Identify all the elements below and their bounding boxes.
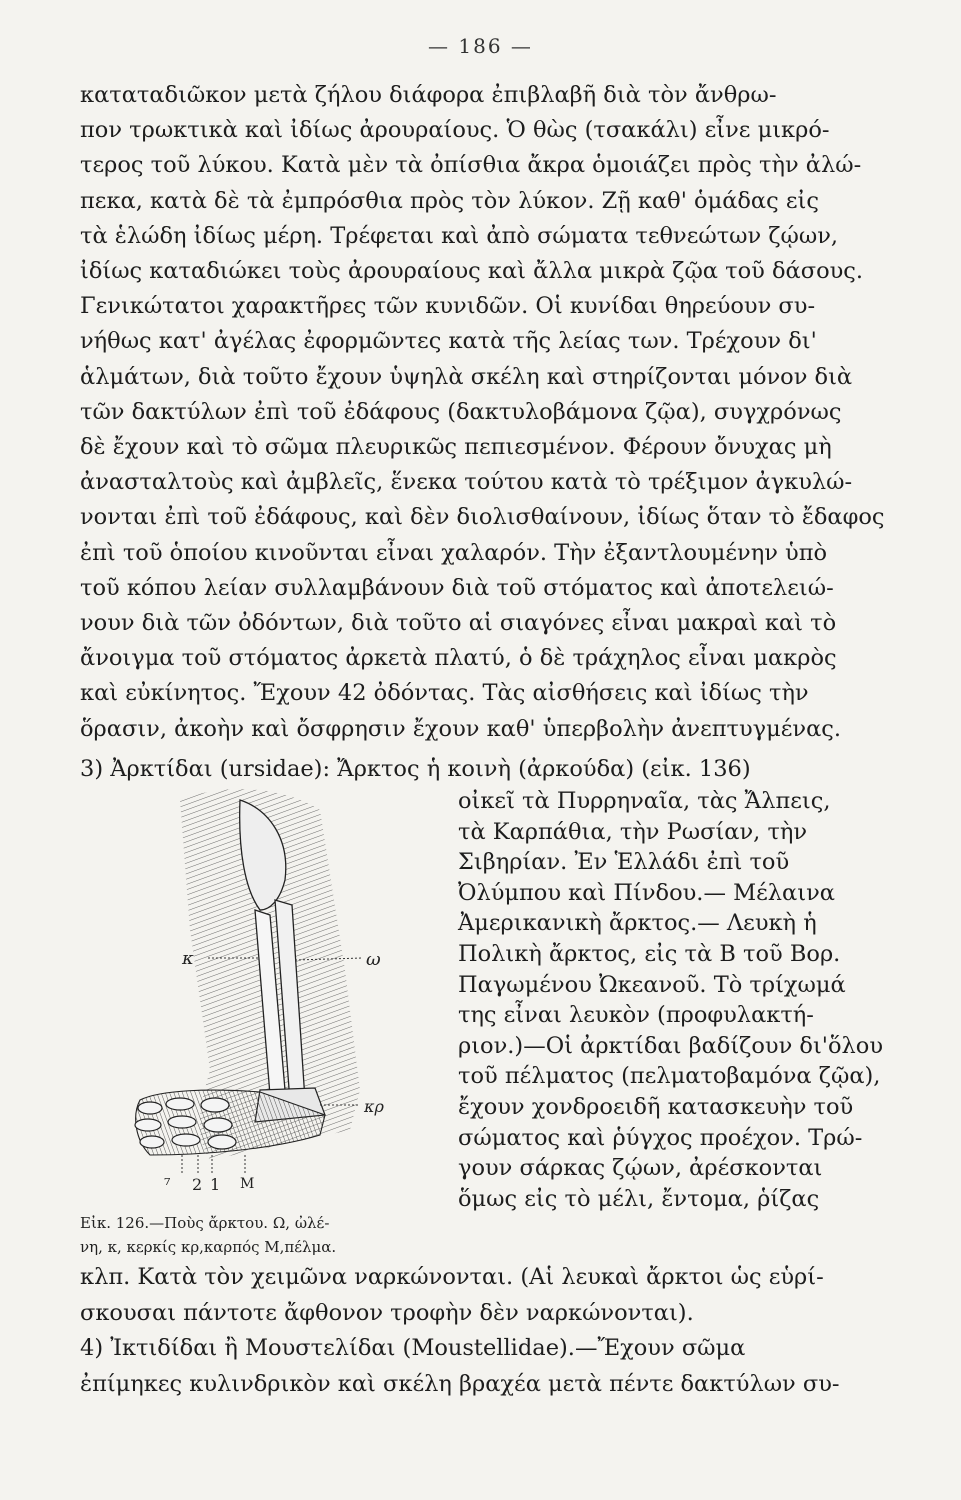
figure-caption-line-2: νη, κ, κερκίς κρ,καρπός Μ,πέλμα. [80,1238,337,1256]
label-kr: κρ [364,1097,384,1116]
text-line-11: δὲ ἔχουν καὶ τὸ σῶμα πλευρικῶς πεπιεσμένον. Φέρουν ὄνυχας μὴ [80,434,832,460]
bear-foot-illustration [120,770,450,1200]
bottom-text-line-4: ἐπίμηκες κυλινδρικὸν καὶ σκέλη βραχέα μετὰ πέντε δακτύλων συ- [80,1370,840,1397]
text-line-4: πεκα, κατὰ δὲ τὰ ἐμπρόσθια πρὸς τὸν λύκον. Ζῇ καθ' ὁμάδας εἰς [80,187,819,214]
figure-caption-line-1: Εἰκ. 126.—Ποὺς ἄρκτου. Ω, ὠλέ- [80,1214,330,1232]
text-line-16: νουν διὰ τῶν ὀδόντων, διὰ τοῦτο αἱ σιαγόνες εἶναι μακραὶ καὶ τὸ [80,610,837,636]
right-text-line-5: Ἀμερικανικὴ ἄρκτος.— Λευκὴ ἡ [458,910,817,937]
text-line-2: πον τρωκτικὰ καὶ ἰδίως ἀρουραίους. Ὁ θὼς (τσακάλι) εἶνε μικρό- [80,117,830,144]
right-text-line-2: τὰ Καρπάθια, τὴν Ρωσίαν, τὴν [458,818,808,845]
right-text-line-6: Πολικὴ ἄρκτος, εἰς τὰ Β τοῦ Βορ. [458,941,841,967]
label-o: ω [366,949,381,970]
text-line-1: καταταδιῶκον μετὰ ζήλου διάφορα ἐπιβλαβῆ διὰ τὸν ἄνθρω- [80,82,777,108]
text-line-5: τὰ ἑλώδη ἰδίως μέρη. Τρέφεται καὶ ἀπὸ σώματα τεθνεώτων ζῴων, [80,222,839,249]
text-line-3: τερος τοῦ λύκου. Κατὰ μὲν τὰ ὀπίσθια ἄκρα ὁμοιάζει πρὸς τὴν ἀλώ- [80,152,862,179]
text-line-13: νονται ἐπὶ τοῦ ἐδάφους, καὶ δὲν διολισθαίνουν, ἰδίως ὅταν τὸ ἔδαφος [80,504,885,531]
page-number: — 186 — [428,34,533,58]
label-1: 1 [210,1175,221,1194]
text-line-18: καὶ εὐκίνητος. Ἔχουν 42 ὀδόντας. Τὰς αἰσθήσεις καὶ ἰδίως τὴν [80,680,809,707]
section-3-heading: 3) Ἀρκτίδαι (ursidae): Ἄρκτος ἡ κοινὴ (ἀρκούδα) (εἰκ. 136) [80,756,751,782]
text-line-10: τῶν δακτύλων ἐπὶ τοῦ ἐδάφους (δακτυλοβάμονα ζῷα), συγχρόνως [80,398,842,425]
right-text-line-10: τοῦ πέλματος (πελματοβαμόνα ζῷα), [458,1063,881,1090]
text-line-7: Γενικώτατοι χαρακτῆρες τῶν κυνιδῶν. Οἱ κυνίδαι θηρεύουν συ- [80,293,816,320]
label-2: 2 [192,1175,203,1194]
label-tick: ⁷ [164,1175,171,1194]
bear-foot-figure [120,770,450,1200]
text-line-19: ὅρασιν, ἀκοὴν καὶ ὄσφρησιν ἔχουν καθ' ὑπερβολὴν ἀνεπτυγμένας. [80,715,842,742]
text-line-8: νήθως κατ' ἀγέλας ἐφορμῶντες κατὰ τῆς λείας των. Τρέχουν δι' [80,328,817,355]
bottom-text-line-2: σκουσαι πάντοτε ἄφθονον τροφὴν δὲν ναρκώνονται). [80,1299,694,1326]
right-text-line-11: ἔχουν χονδροειδῆ κατασκευὴν τοῦ [458,1094,854,1120]
label-k: κ [182,948,194,969]
text-line-15: τοῦ κόπου λείαν συλλαμβάνουν διὰ τοῦ στόματος καὶ ἀποτελειώ- [80,574,834,601]
text-line-17: ἄνοιγμα τοῦ στόματος ἀρκετὰ πλατύ, ὁ δὲ τράχηλος εἶναι μακρὸς [80,645,837,672]
right-text-line-9: ριον.)—Οἱ ἀρκτίδαι βαδίζουν δι'ὅλου [458,1032,883,1059]
right-text-line-13: γουν σάρκας ζῴων, ἀρέσκονται [458,1155,823,1182]
right-text-line-12: σώματος καὶ ῥύγχος προέχον. Τρώ- [458,1124,863,1151]
bottom-text-line-1: κλπ. Κατὰ τὸν χειμῶνα ναρκώνονται. (Αἱ λευκαὶ ἄρκτοι ὡς εὑρί- [80,1264,824,1290]
right-text-line-4: Ὀλύμπου καὶ Πίνδου.— Μέλαινα [458,879,835,906]
right-text-line-8: της εἶναι λευκὸν (προφυλακτή- [458,1002,814,1029]
text-line-6: ἰδίως καταδιώκει τοὺς ἀρουραίους καὶ ἄλλα μικρὰ ζῷα τοῦ δάσους. [80,258,864,284]
text-line-14: ἐπὶ τοῦ ὁποίου κινοῦνται εἶναι χαλαρόν. Τὴν ἐξαντλουμένην ὑπὸ [80,539,828,566]
bottom-text-line-3: 4) Ἰκτιδίδαι ἢ Μουστελίδαι (Moustellidae).—Ἔχουν σῶμα [80,1335,746,1361]
text-line-12: ἀνασταλτοὺς καὶ ἀμβλεῖς, ἕνεκα τούτου κατὰ τὸ τρέξιμον ἀγκυλώ- [80,469,853,496]
right-text-line-1: οἰκεῖ τὰ Πυρρηναῖα, τὰς Ἄλπεις, [458,788,831,814]
right-text-line-14: ὅμως εἰς τὸ μέλι, ἔντομα, ῥίζας [458,1185,820,1212]
right-text-line-3: Σιβηρίαν. Ἐν Ἑλλάδι ἐπὶ τοῦ [458,849,790,876]
label-m: Μ [240,1176,255,1192]
text-line-9: ἁλμάτων, διὰ τοῦτο ἔχουν ὑψηλὰ σκέλη καὶ στηρίζονται μόνον διὰ [80,363,853,390]
right-text-line-7: Παγωμένου Ὠκεανοῦ. Τὸ τρίχωμά [458,971,846,998]
